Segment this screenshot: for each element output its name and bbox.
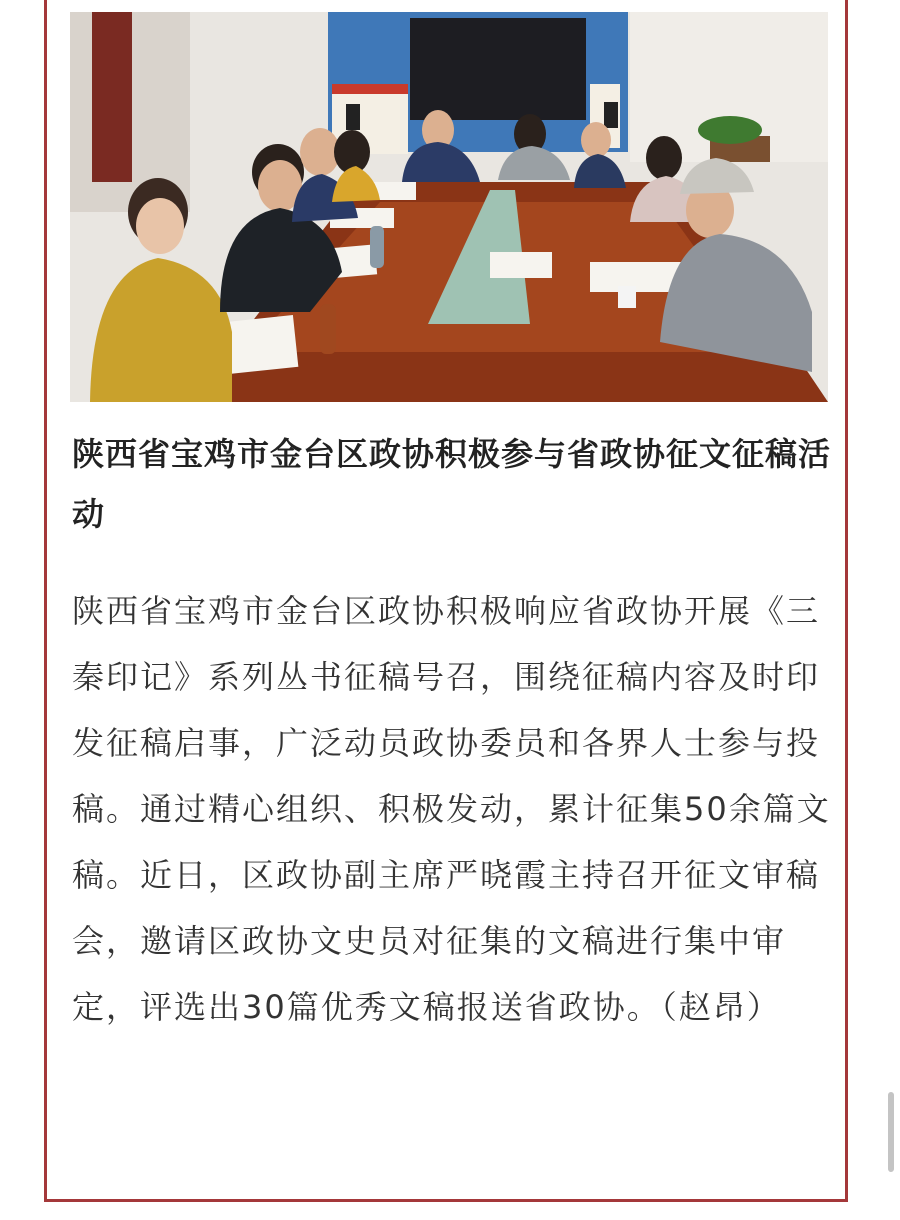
meeting-illustration [70, 12, 828, 402]
article-title: 陕西省宝鸡市金台区政协积极参与省政协征文征稿活动 [72, 435, 832, 533]
meeting-photo [70, 12, 828, 402]
scrollbar-thumb[interactable] [888, 1092, 894, 1172]
article-body: 陕西省宝鸡市金台区政协积极响应省政协开展《三秦印记》系列丛书征稿号召，围绕征稿内容及时印发征稿启事，广泛动员政协委员和各界人士参与投稿。通过精心组织、积极发动，累计征集50余篇文稿。近日，区政协副主席严晓霞主持召开征文审稿会，邀请区政协文史员对征集的文稿进行集中审定，评选出30篇优秀文稿报送省政协。（赵昂） [72, 592, 831, 1026]
